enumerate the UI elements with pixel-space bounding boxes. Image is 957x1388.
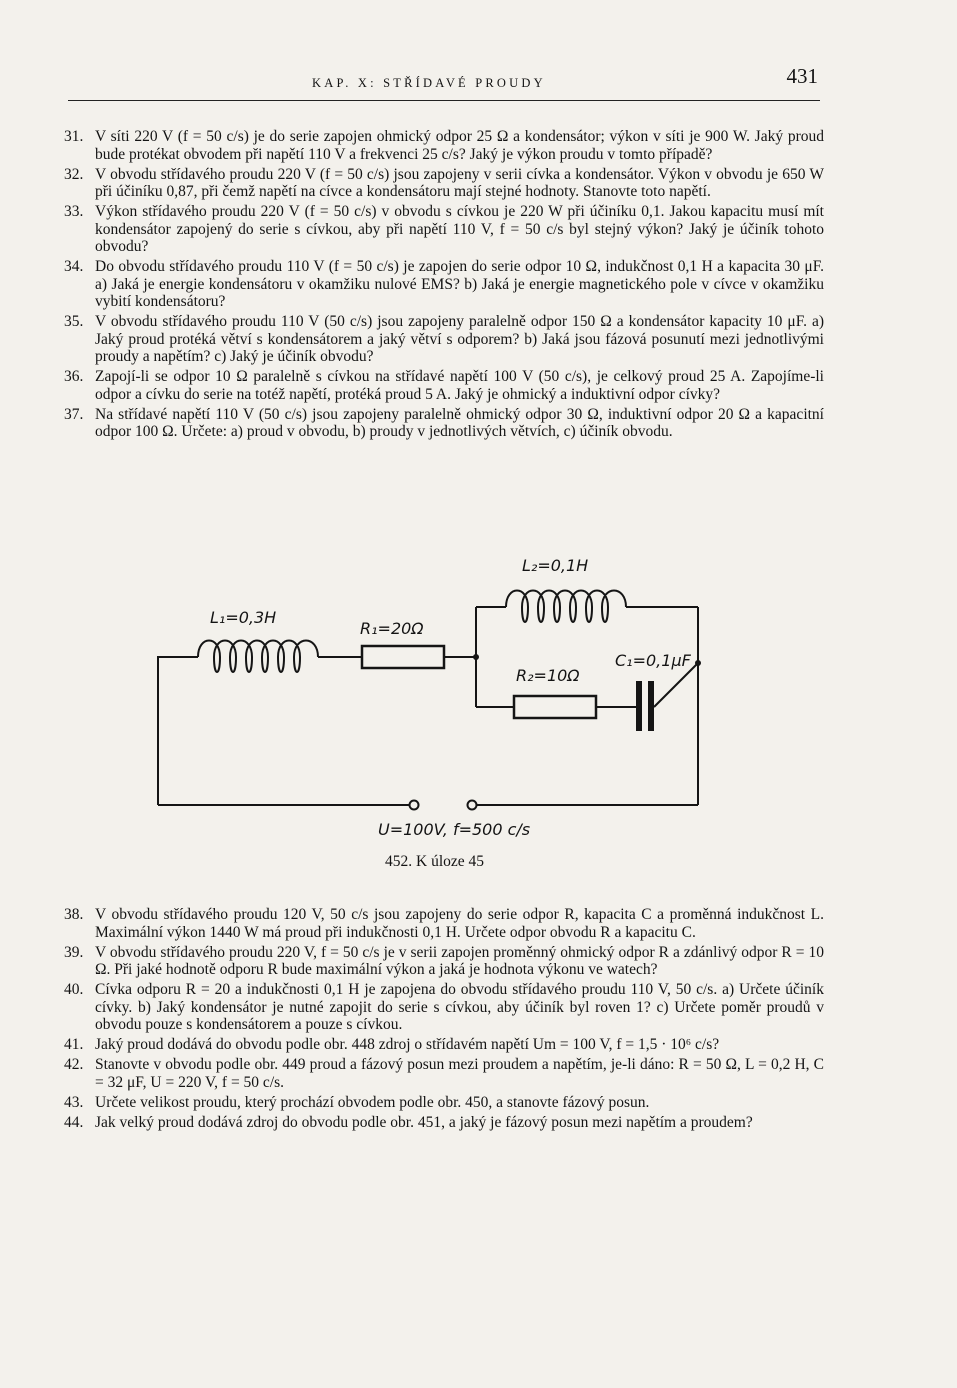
- problem-34: [64, 258, 824, 311]
- problem-38: [64, 906, 824, 941]
- problem-list-top: [64, 128, 824, 443]
- wire-left-top: [158, 657, 198, 805]
- junction-left: [473, 654, 479, 660]
- problem-35: [64, 313, 824, 366]
- problem-44: [64, 1114, 824, 1132]
- problem-36: [64, 368, 824, 403]
- circuit-figure: [150, 555, 710, 885]
- problem-39: [64, 944, 824, 979]
- problem-31: [64, 128, 824, 163]
- capacitor-c1-plate-right: [648, 681, 654, 731]
- label-c1: C₁=0,1μF: [615, 651, 691, 670]
- terminal-right: [468, 801, 477, 810]
- problem-number: 33.: [64, 203, 84, 220]
- terminal-left: [410, 801, 419, 810]
- page-number: 431: [786, 64, 818, 88]
- problem-number: 32.: [64, 165, 84, 183]
- problem-number: 37.: [64, 405, 84, 423]
- problem-number: 31.: [64, 128, 84, 145]
- problem-number: 35.: [64, 313, 84, 330]
- problem-list-bottom: [64, 906, 824, 1134]
- page-header: [68, 64, 820, 101]
- problem-number: 39.: [64, 943, 84, 961]
- chapter-title: KAP. X: STŘÍDAVÉ PROUDY: [312, 76, 546, 90]
- problem-number: 43.: [64, 1093, 84, 1111]
- inductor-l1: [198, 641, 318, 673]
- problem-41: [64, 1036, 824, 1054]
- problem-text: Jak velký proud dodává zdroj do obvodu podle obr. 451, a jaký je fázový posun mezi napětím a proudem?: [95, 1113, 753, 1131]
- problem-40: [64, 981, 824, 1034]
- problem-text: Do obvodu střídavého proudu 110 V (f = 50 c/s) je zapojen do serie odpor 10 Ω, indukčnost 0,1 H a kapacita 30 μF. a) Jaká je energie kondensátoru v okamžiku nulové EMS? b) Jaká je energie magnetického pole v cívce v okamžiku vybití kondensátoru?: [95, 258, 824, 310]
- label-r1: R₁=20Ω: [360, 619, 424, 638]
- problem-text: Určete velikost proudu, který prochází obvodem podle obr. 450, a stanovte fázový posun.: [95, 1093, 650, 1111]
- problem-text: V obvodu střídavého proudu 110 V (50 c/s) jsou zapojeny paralelně odpor 150 Ω a kondensátor kapacity 10 μF. a) Jaký proud protéká větví s kondensátorem a jaký větví s odporem? b) Jaká jsou fázová posunutí mezi jednotlivými proudy a napětím? c) Jaký je účiník obvodu?: [95, 313, 824, 365]
- problem-33: [64, 203, 824, 256]
- problem-42: [64, 1056, 824, 1091]
- resistor-r1: [362, 646, 444, 668]
- problem-text: Cívka odporu R = 20 a indukčnosti 0,1 H je zapojena do obvodu střídavého proudu 110 V, 50 c/s. a) Určete účiník cívky. b) Jaký kondensátor je nutné zapojit do serie s cívkou, aby účiník byl roven 1? c) Určete poměr proudů v obvodu pouze s kondensátorem a pouze s cívkou.: [95, 981, 824, 1033]
- label-l1: L₁=0,3H: [210, 608, 277, 627]
- problem-text: V obvodu střídavého proudu 220 V (f = 50 c/s) jsou zapojeny v serii cívka a kondensátor. Výkon v obvodu je 650 W při účiníku 0,87, při čemž napětí na cívce a kondensátoru mají stejné hodnoty. Stanovte toto napětí.: [95, 165, 824, 200]
- problem-text: Jaký proud dodává do obvodu podle obr. 448 zdroj o střídavém napětí Um = 100 V, f = 1,5 · 10⁶ c/s?: [95, 1036, 720, 1053]
- problem-text: Zapojí-li se odpor 10 Ω paralelně s cívkou na střídavé napětí 100 V (50 c/s), je celkový proud 25 A. Zapojíme-li odpor a cívku do serie na totéž napětí, protéká proud 5 A. Jaký je ohmický a induktivní odpor cívky?: [95, 368, 824, 403]
- problem-number: 44.: [64, 1113, 84, 1131]
- problem-number: 34.: [64, 258, 84, 275]
- problem-text: Stanovte v obvodu podle obr. 449 proud a fázový posun mezi proudem a napětím, je-li dáno: R = 50 Ω, L = 0,2 H, C = 32 μF, U = 220 V, f = 50 c/s.: [95, 1056, 824, 1091]
- problem-text: V síti 220 V (f = 50 c/s) je do serie zapojen ohmický odpor 25 Ω a kondensátor; výkon v síti je 900 W. Jaký proud bude protékat obvodem při napětí 110 V a frekvenci 25 c/s? Jaký je výkon proudu v tomto případě?: [95, 128, 824, 163]
- label-source: U=100V, f=500 c/s: [378, 820, 531, 839]
- problem-text: Výkon střídavého proudu 220 V (f = 50 c/s) v obvodu s cívkou je 220 W při účiníku 0,1. Jakou kapacitu musí mít kondensátor zapojený do serie s cívkou, aby při napětí 110 V, f = 50 c/s byl stejný výkon? Jaký je účiník tohoto obvodu?: [95, 203, 824, 255]
- capacitor-c1-plate-left: [636, 681, 642, 731]
- problem-number: 42.: [64, 1056, 84, 1073]
- problem-43: [64, 1094, 824, 1112]
- label-r2: R₂=10Ω: [516, 666, 580, 685]
- problem-text: Na střídavé napětí 110 V (50 c/s) jsou zapojeny paralelně ohmický odpor 30 Ω, induktivní odpor 20 Ω a kapacitní odpor 100 Ω. Určete: a) proud v obvodu, b) proudy v jednotlivých větvích, c) účiník obvodu.: [95, 405, 824, 440]
- problem-number: 36.: [64, 368, 84, 385]
- resistor-r2: [514, 696, 596, 718]
- figure-caption: 452. K úloze 45: [385, 853, 485, 870]
- problem-number: 41.: [64, 1036, 84, 1053]
- problem-32: [64, 166, 824, 201]
- problem-number: 38.: [64, 906, 84, 923]
- junction-right: [695, 660, 701, 666]
- problem-37: [64, 406, 824, 441]
- problem-text: V obvodu střídavého proudu 120 V, 50 c/s jsou zapojeny do serie odpor R, kapacita C a proměnná indukčnost L. Maximální výkon 1440 W má proud při indukčnosti 0,1 H. Určete odpor obvodu R a kapacitu C.: [95, 906, 824, 941]
- problem-number: 40.: [64, 981, 84, 998]
- label-l2: L₂=0,1H: [522, 556, 589, 575]
- inductor-l2: [506, 591, 626, 623]
- problem-text: V obvodu střídavého proudu 220 V, f = 50 c/s je v serii zapojen proměnný ohmický odpor R a zdánlivý odpor R = 10 Ω. Při jaké hodnotě odporu R bude maximální výkon a jaká je hodnota výkonu ve watech?: [95, 943, 824, 978]
